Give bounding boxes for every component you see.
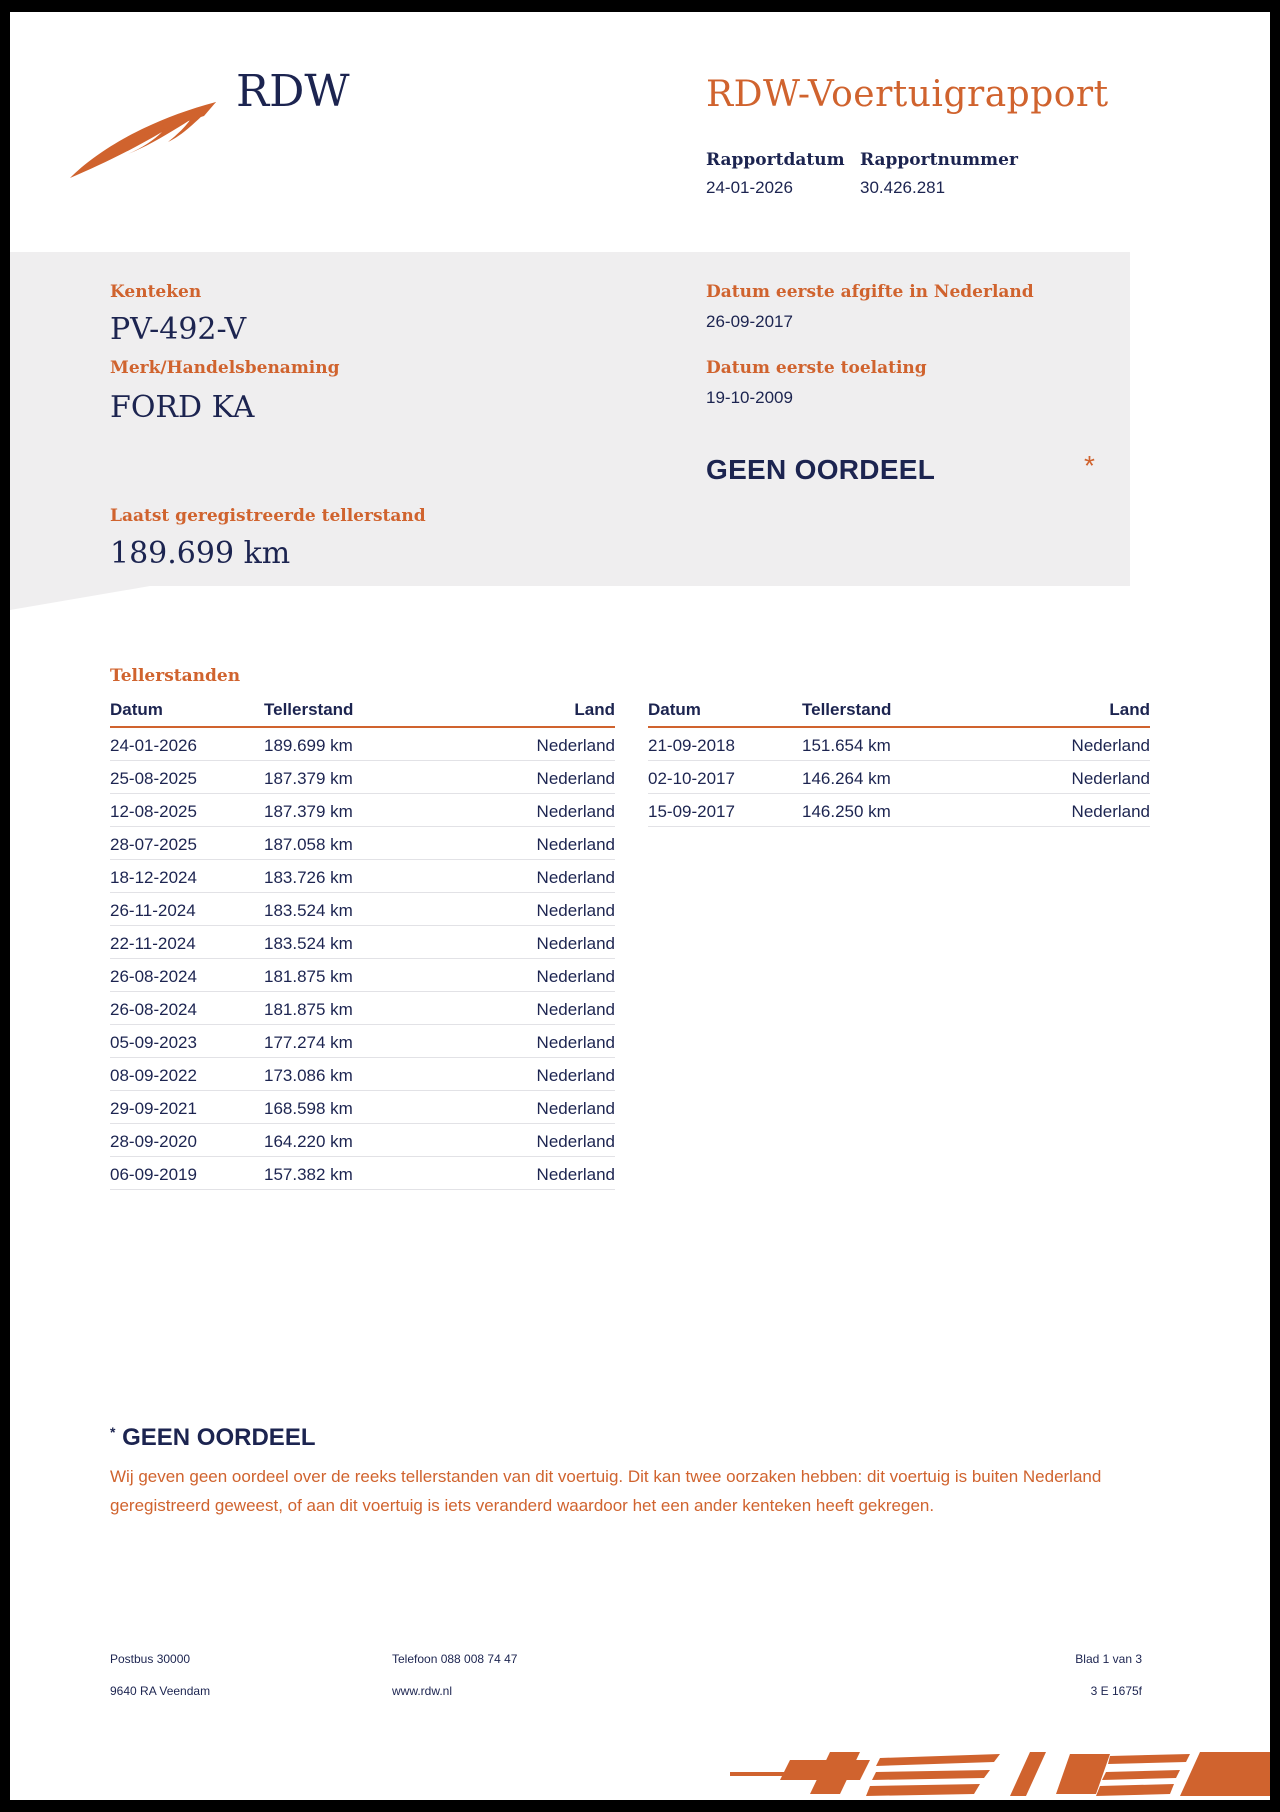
reading-date: 02-10-2017 bbox=[648, 769, 735, 788]
reading-date: 06-09-2019 bbox=[110, 1165, 197, 1184]
report-number-label: Rapportnummer bbox=[860, 150, 1018, 170]
reading-country: Nederland bbox=[536, 868, 615, 887]
reading-date: 26-11-2024 bbox=[110, 901, 196, 920]
reading-odometer: 157.382 km bbox=[264, 1165, 353, 1184]
reading-date: 24-01-2026 bbox=[110, 736, 197, 755]
first-nl-date: 26-09-2017 bbox=[706, 312, 793, 331]
report-date: 24-01-2026 bbox=[706, 178, 793, 197]
reading-odometer: 164.220 km bbox=[264, 1132, 353, 1151]
table-header bbox=[648, 696, 1150, 728]
reading-country: Nederland bbox=[1071, 736, 1150, 755]
table-row bbox=[648, 728, 1150, 761]
table-row bbox=[110, 893, 615, 926]
table-row bbox=[110, 827, 615, 860]
footer-website[interactable]: www.rdw.nl bbox=[392, 1684, 453, 1698]
reading-odometer: 181.875 km bbox=[264, 1000, 353, 1019]
table-row bbox=[110, 1124, 615, 1157]
readings-table-right bbox=[648, 696, 1150, 827]
reading-date: 15-09-2017 bbox=[648, 802, 735, 821]
table-row bbox=[110, 860, 615, 893]
footer-postal-city: 9640 RA Veendam bbox=[110, 1684, 211, 1698]
reading-odometer: 146.264 km bbox=[802, 769, 891, 788]
footer-document-code: 3 E 1675f bbox=[1090, 1684, 1142, 1698]
reading-date: 08-09-2022 bbox=[110, 1066, 197, 1085]
footnote-title bbox=[110, 1424, 315, 1452]
reading-date: 26-08-2024 bbox=[110, 967, 197, 986]
reading-odometer: 181.875 km bbox=[264, 967, 353, 986]
first-nl-label: Datum eerste afgifte in Nederland bbox=[706, 282, 1034, 302]
first-admission-label: Datum eerste toelating bbox=[706, 358, 927, 378]
reading-odometer: 187.058 km bbox=[264, 835, 353, 854]
reading-date: 21-09-2018 bbox=[648, 736, 735, 755]
report-number: 30.426.281 bbox=[860, 178, 946, 197]
table-row bbox=[110, 959, 615, 992]
odometer-label: Laatst geregistreerde tellerstand bbox=[110, 506, 426, 526]
header-country: Land bbox=[574, 700, 615, 719]
reading-country: Nederland bbox=[536, 1165, 615, 1184]
reading-date: 22-11-2024 bbox=[110, 934, 196, 953]
reading-date: 28-09-2020 bbox=[110, 1132, 197, 1151]
brand-name: RDW bbox=[236, 66, 350, 117]
table-row bbox=[648, 761, 1150, 794]
rdw-feather-logo-icon bbox=[68, 90, 218, 180]
reading-odometer: 183.524 km bbox=[264, 934, 353, 953]
footer-phone: Telefoon 088 008 74 47 bbox=[392, 1652, 518, 1666]
header-odometer: Tellerstand bbox=[802, 700, 892, 719]
reading-country: Nederland bbox=[536, 1099, 615, 1118]
reading-date: 25-08-2025 bbox=[110, 769, 197, 788]
table-row bbox=[110, 1058, 615, 1091]
header-country: Land bbox=[1109, 700, 1150, 719]
reading-country: Nederland bbox=[536, 967, 615, 986]
readings-title: Tellerstanden bbox=[110, 666, 241, 686]
reading-date: 18-12-2024 bbox=[110, 868, 197, 887]
reading-country: Nederland bbox=[536, 736, 615, 755]
table-row bbox=[110, 728, 615, 761]
first-admission-date: 19-10-2009 bbox=[706, 388, 793, 407]
table-row bbox=[110, 1157, 615, 1190]
footer-po-box: Postbus 30000 bbox=[110, 1652, 191, 1666]
reading-odometer: 151.654 km bbox=[802, 736, 891, 755]
reading-odometer: 168.598 km bbox=[264, 1099, 353, 1118]
footnote-title-text: GEEN OORDEEL bbox=[122, 1424, 316, 1451]
readings-table-left bbox=[110, 696, 615, 1190]
footnote-text: Wij geven geen oordeel over de reeks tellerstanden van dit voertuig. Dit kan twee oorzaken hebben: dit voertuig is buiten Nederland geregistreerd geweest, of aan dit voertuig is iets veranderd waardoor het een ander kenteken heeft gekregen. bbox=[110, 1467, 1102, 1515]
reading-country: Nederland bbox=[536, 835, 615, 854]
header-date: Datum bbox=[110, 700, 163, 719]
footer-page-number: Blad 1 van 3 bbox=[1075, 1652, 1142, 1666]
table-row bbox=[110, 1091, 615, 1124]
reading-country: Nederland bbox=[1071, 802, 1150, 821]
header-odometer: Tellerstand bbox=[264, 700, 354, 719]
reading-odometer: 187.379 km bbox=[264, 769, 353, 788]
verdict-asterisk: * bbox=[1084, 450, 1095, 481]
reading-odometer: 189.699 km bbox=[264, 736, 353, 755]
table-row bbox=[110, 761, 615, 794]
plate-label: Kenteken bbox=[110, 282, 202, 302]
reading-date: 29-09-2021 bbox=[110, 1099, 197, 1118]
reading-country: Nederland bbox=[536, 934, 615, 953]
make-label: Merk/Handelsbenaming bbox=[110, 358, 340, 378]
decorative-stripes-icon bbox=[730, 1750, 1270, 1800]
reading-country: Nederland bbox=[536, 1066, 615, 1085]
reading-odometer: 187.379 km bbox=[264, 802, 353, 821]
vehicle-make: FORD KA bbox=[110, 390, 255, 425]
reading-date: 05-09-2023 bbox=[110, 1033, 197, 1052]
table-row bbox=[110, 794, 615, 827]
last-odometer-reading: 189.699 km bbox=[110, 536, 291, 571]
reading-country: Nederland bbox=[536, 1033, 615, 1052]
reading-odometer: 177.274 km bbox=[264, 1033, 353, 1052]
reading-country: Nederland bbox=[1071, 769, 1150, 788]
table-row bbox=[648, 794, 1150, 827]
report-title: RDW-Voertuigrapport bbox=[706, 74, 1109, 115]
reading-country: Nederland bbox=[536, 901, 615, 920]
reading-country: Nederland bbox=[536, 1000, 615, 1019]
reading-date: 28-07-2025 bbox=[110, 835, 197, 854]
reading-date: 26-08-2024 bbox=[110, 1000, 197, 1019]
report-page bbox=[10, 12, 1270, 1800]
reading-odometer: 183.726 km bbox=[264, 868, 353, 887]
license-plate: PV-492-V bbox=[110, 312, 247, 347]
reading-odometer: 183.524 km bbox=[264, 901, 353, 920]
table-row bbox=[110, 1025, 615, 1058]
reading-odometer: 146.250 km bbox=[802, 802, 891, 821]
reading-country: Nederland bbox=[536, 1132, 615, 1151]
reading-odometer: 173.086 km bbox=[264, 1066, 353, 1085]
odometer-verdict: GEEN OORDEEL bbox=[706, 454, 936, 485]
footnote-asterisk: * bbox=[110, 1424, 116, 1440]
reading-date: 12-08-2025 bbox=[110, 802, 197, 821]
reading-country: Nederland bbox=[536, 769, 615, 788]
panel-tab-decoration bbox=[10, 586, 150, 610]
report-date-label: Rapportdatum bbox=[706, 150, 845, 170]
table-header bbox=[110, 696, 615, 728]
reading-country: Nederland bbox=[536, 802, 615, 821]
table-row bbox=[110, 926, 615, 959]
table-row bbox=[110, 992, 615, 1025]
header-date: Datum bbox=[648, 700, 701, 719]
